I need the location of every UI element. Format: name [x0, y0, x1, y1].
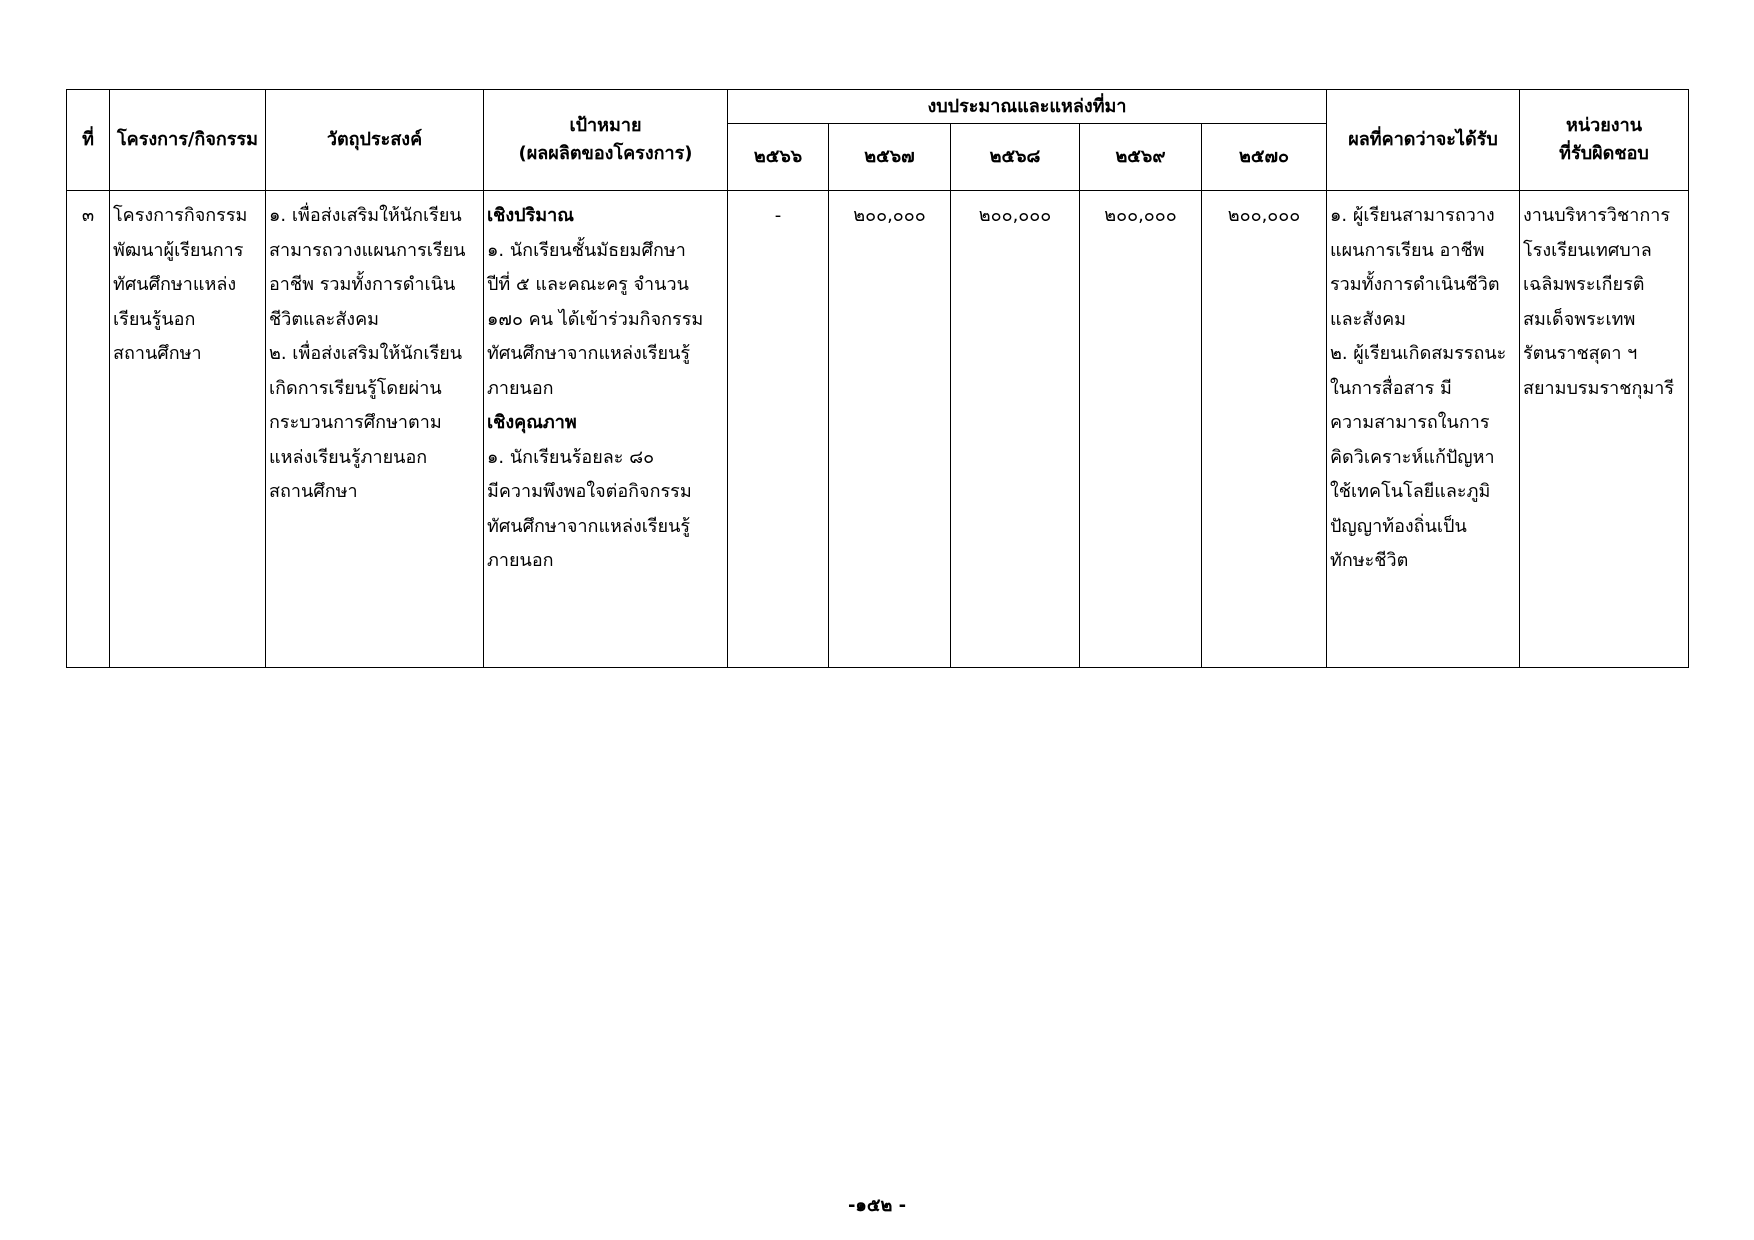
objective-line: เกิดการเรียนรู้โดยผ่าน	[269, 377, 442, 399]
expected-line: ๑. ผู้เรียนสามารถวาง	[1330, 205, 1495, 226]
page-number: -๑๕๒ -	[847, 1195, 907, 1216]
budget-value: -	[774, 205, 782, 226]
header-year: ๒๕๖๖	[728, 124, 829, 191]
cell-no	[67, 191, 110, 668]
target-quantity-line: ๑๗๐ คน ได้เข้าร่วมกิจกรรม	[487, 308, 704, 330]
header-target-line2: (ผลผลิตของโครงการ)	[518, 143, 693, 164]
cell-budget-2566	[728, 191, 829, 668]
row-number: ๓	[81, 205, 95, 226]
header-target-line1: เป้าหมาย	[569, 115, 642, 136]
header-unit-line2: ที่รับผิดชอบ	[1559, 143, 1649, 164]
unit-line: โรงเรียนเทศบาล	[1523, 239, 1652, 261]
target-quantity-heading: เชิงปริมาณ	[487, 205, 574, 226]
budget-value: ๒๐๐,๐๐๐	[978, 205, 1052, 226]
expected-line: แผนการเรียน อาชีพ	[1330, 239, 1485, 261]
target-quantity-line: ๑. นักเรียนชั้นมัธยมศึกษา	[487, 239, 686, 261]
objective-line: ๒. เพื่อส่งเสริมให้นักเรียน	[269, 343, 463, 364]
target-quantity-line: ภายนอก	[487, 377, 554, 399]
objective-line: ชีวิตและสังคม	[269, 308, 379, 330]
header-no: ที่	[67, 90, 110, 191]
unit-line: งานบริหารวิชาการ	[1523, 205, 1671, 226]
header-unit-line1: หน่วยงาน	[1565, 115, 1643, 136]
header-row-1	[67, 90, 1689, 124]
cell-objective	[266, 191, 484, 668]
project-line: พัฒนาผู้เรียนการ	[113, 239, 244, 261]
unit-line: สยามบรมราชกุมารี	[1523, 377, 1674, 399]
project-line: สถานศึกษา	[113, 343, 202, 364]
objective-line: แหล่งเรียนรู้ภายนอก	[269, 446, 428, 468]
target-quality-line: ๑. นักเรียนร้อยละ ๘๐	[487, 446, 655, 468]
cell-budget-2569	[1080, 191, 1202, 668]
objective-line: สามารถวางแผนการเรียน	[269, 239, 466, 261]
objective-line: กระบวนการศึกษาตาม	[269, 412, 442, 433]
unit-line: รัตนราชสุดา ฯ	[1523, 343, 1638, 364]
objective-line: ๑. เพื่อส่งเสริมให้นักเรียน	[269, 205, 462, 226]
expected-line: ปัญญาท้องถิ่นเป็น	[1330, 515, 1467, 537]
header-unit	[1520, 90, 1689, 191]
budget-value: ๒๐๐,๐๐๐	[1227, 205, 1301, 226]
header-year: ๒๕๗๐	[1202, 124, 1327, 191]
objective-line: สถานศึกษา	[269, 481, 358, 502]
expected-line: ใช้เทคโนโลยีและภูมิ	[1330, 481, 1491, 502]
cell-expected	[1327, 191, 1520, 668]
cell-budget-2570	[1202, 191, 1327, 668]
expected-line: คิดวิเคราะห์แก้ปัญหา	[1330, 446, 1495, 468]
budget-value: ๒๐๐,๐๐๐	[853, 205, 926, 226]
unit-line: สมเด็จพระเทพ	[1523, 308, 1636, 330]
project-line: เรียนรู้นอก	[113, 308, 196, 330]
unit-line: เฉลิมพระเกียรติ	[1523, 274, 1645, 295]
header-objective: วัตถุประสงค์	[266, 90, 484, 191]
target-quantity-line: ปีที่ ๕ และคณะครู จำนวน	[487, 274, 689, 295]
header-year: ๒๕๖๗	[829, 124, 951, 191]
header-budget-group: งบประมาณและแหล่งที่มา	[728, 90, 1327, 124]
header-expected: ผลที่คาดว่าจะได้รับ	[1327, 90, 1520, 191]
cell-target	[484, 191, 728, 668]
target-quantity-line: ทัศนศึกษาจากแหล่งเรียนรู้	[487, 343, 691, 364]
target-quality-line: ภายนอก	[487, 550, 554, 571]
expected-line: ทักษะชีวิต	[1330, 550, 1409, 571]
expected-line: รวมทั้งการดำเนินชีวิต	[1330, 274, 1500, 295]
expected-line: ในการสื่อสาร มี	[1330, 377, 1452, 399]
target-quality-heading: เชิงคุณภาพ	[487, 412, 577, 433]
cell-project	[110, 191, 266, 668]
project-line: โครงการกิจกรรม	[113, 205, 248, 226]
project-plan-table	[66, 89, 1689, 668]
project-line: ทัศนศึกษาแหล่ง	[113, 274, 237, 295]
budget-value: ๒๐๐,๐๐๐	[1104, 205, 1177, 226]
header-year: ๒๕๖๙	[1080, 124, 1202, 191]
expected-line: ๒. ผู้เรียนเกิดสมรรถนะ	[1330, 343, 1507, 364]
target-quality-line: ทัศนศึกษาจากแหล่งเรียนรู้	[487, 515, 691, 537]
expected-line: ความสามารถในการ	[1330, 412, 1490, 433]
cell-budget-2568	[951, 191, 1080, 668]
header-year: ๒๕๖๘	[951, 124, 1080, 191]
header-project: โครงการ/กิจกรรม	[110, 90, 266, 191]
header-target	[484, 90, 728, 191]
expected-line: และสังคม	[1330, 308, 1406, 330]
cell-budget-2567	[829, 191, 951, 668]
objective-line: อาชีพ รวมทั้งการดำเนิน	[269, 274, 456, 295]
cell-unit	[1520, 191, 1689, 668]
target-quality-line: มีความพึงพอใจต่อกิจกรรม	[487, 481, 692, 502]
table-row	[67, 191, 1689, 668]
